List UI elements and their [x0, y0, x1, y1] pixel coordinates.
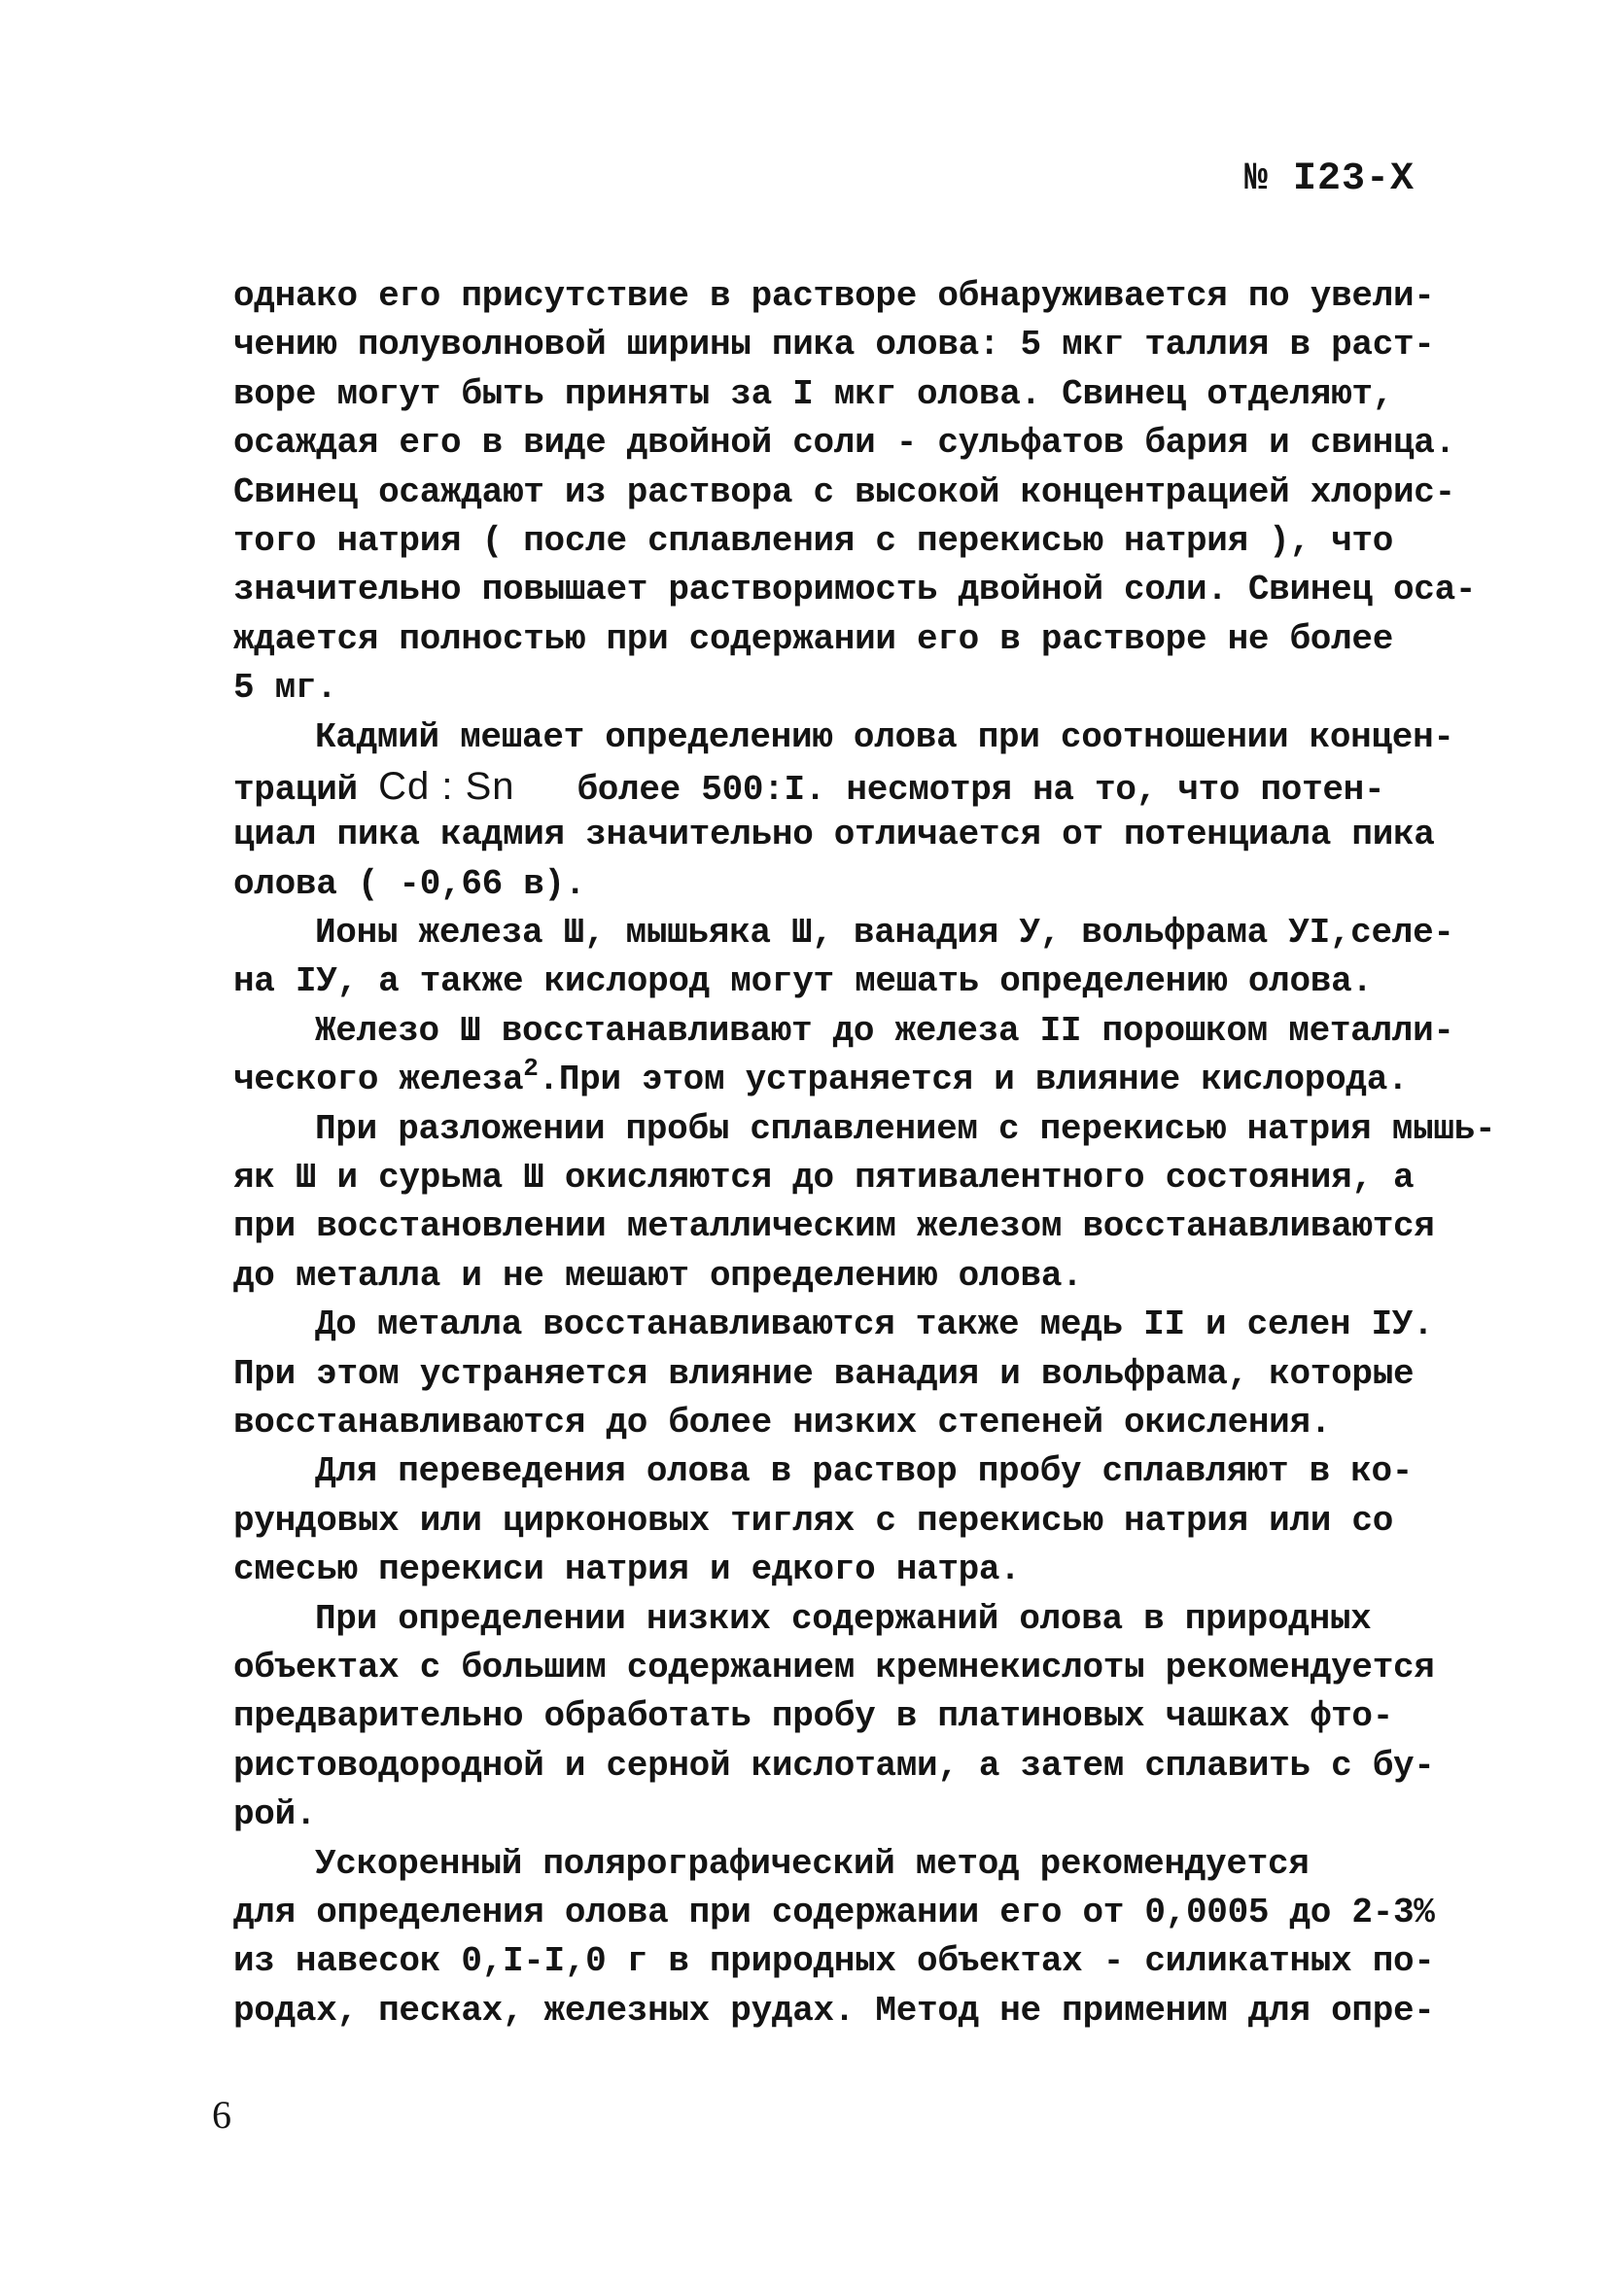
text-line: смесью перекиси натрия и едкого натра. [233, 1549, 1021, 1590]
text-line: восстанавливаются до более низких степеней окисления. [233, 1402, 1332, 1443]
text-line: Свинец осаждают из раствора с высокой концентрацией хлорис- [233, 471, 1455, 512]
text-line: рундовых или цирконовых тиглях с перекисью натрия или со [233, 1500, 1393, 1541]
text-line: до металла и не мешают определению олова. [233, 1255, 1083, 1296]
text-line: При разложении пробы сплавлением с перекисью натрия мышь- [315, 1108, 1496, 1149]
text-line: однако его присутствие в растворе обнаруживается по увели- [233, 276, 1435, 316]
text-line: Железо Ш восстанавливают до железа II порошком металли- [315, 1010, 1454, 1051]
text-line: осаждая его в виде двойной соли - сульфатов бария и свинца. [233, 423, 1455, 464]
text-line: Ускоренный полярографический метод рекомендуется [315, 1843, 1310, 1884]
text-line: ждается полностью при содержании его в растворе не более [233, 618, 1393, 659]
text-line: для определения олова при содержании его от 0,0005 до 2-3% [233, 1892, 1435, 1932]
text-line: воре могут быть приняты за I мкг олова. Свинец отделяют, [233, 373, 1393, 414]
text-line: До металла восстанавливаются также медь II и селен IУ. [315, 1305, 1434, 1345]
text-line: При определении низких содержаний олова в природных [315, 1598, 1372, 1639]
text-fragment: траций [233, 769, 379, 810]
text-line: як Ш и сурьма Ш окисляются до пятивалентного состояния, а [233, 1158, 1415, 1199]
body-text [233, 272, 1496, 2035]
text-line: значительно повышает растворимость двойной соли. Свинец оса- [233, 570, 1477, 610]
text-line: того натрия ( после сплавления с перекисью натрия ), что [233, 520, 1393, 561]
text-line-with-footnote [233, 1056, 1458, 1104]
text-line: объектах с большим содержанием кремнекислоты рекомендуется [233, 1647, 1435, 1687]
text-line: Ионы железа Ш, мышьяка Ш, ванадия У, вольфрама УI,селе- [315, 913, 1454, 954]
text-line: При этом устраняется влияние ванадия и вольфрама, которые [233, 1353, 1415, 1394]
text-line: 5 мг. [233, 668, 337, 709]
text-fragment: .При этом устраняется и влияние кислорода. [538, 1060, 1409, 1100]
text-fragment: более 500:I. несмотря на то, что потен- [514, 769, 1385, 810]
text-line: Кадмий мешает определению олова при соотношении концен- [315, 716, 1454, 757]
text-line: ристоводородной и серной кислотами, а затем сплавить с бу- [233, 1745, 1435, 1786]
text-line: Для переведения олова в раствор пробу сплавляют в ко- [315, 1451, 1414, 1492]
text-line: чению полуволновой ширины пика олова: 5 мкг таллия в раст- [233, 325, 1435, 365]
formula-cd-sn: Cd : Sn [378, 764, 515, 808]
text-line: родах, песках, железных рудах. Метод не применим для опре- [233, 1990, 1435, 2031]
document-number: № I23-X [1244, 157, 1416, 201]
text-line: олова ( -0,66 в). [233, 863, 586, 904]
footnote-reference: 2 [523, 1054, 539, 1084]
text-line: предварительно обработать пробу в платиновых чашках фто- [233, 1696, 1393, 1737]
page-number: 6 [212, 2093, 231, 2137]
text-line: при восстановлении металлическим железом восстанавливаются [233, 1206, 1435, 1247]
text-line-with-formula [233, 762, 1458, 811]
text-line: рой. [233, 1794, 317, 1835]
text-line: из навесок 0,I-I,0 г в природных объектах - силикатных по- [233, 1941, 1435, 1982]
text-line: на IУ, а также кислород могут мешать определению олова. [233, 961, 1373, 1002]
text-fragment: ческого железа [233, 1060, 524, 1100]
text-line: циал пика кадмия значительно отличается от потенциала пика [233, 815, 1435, 855]
